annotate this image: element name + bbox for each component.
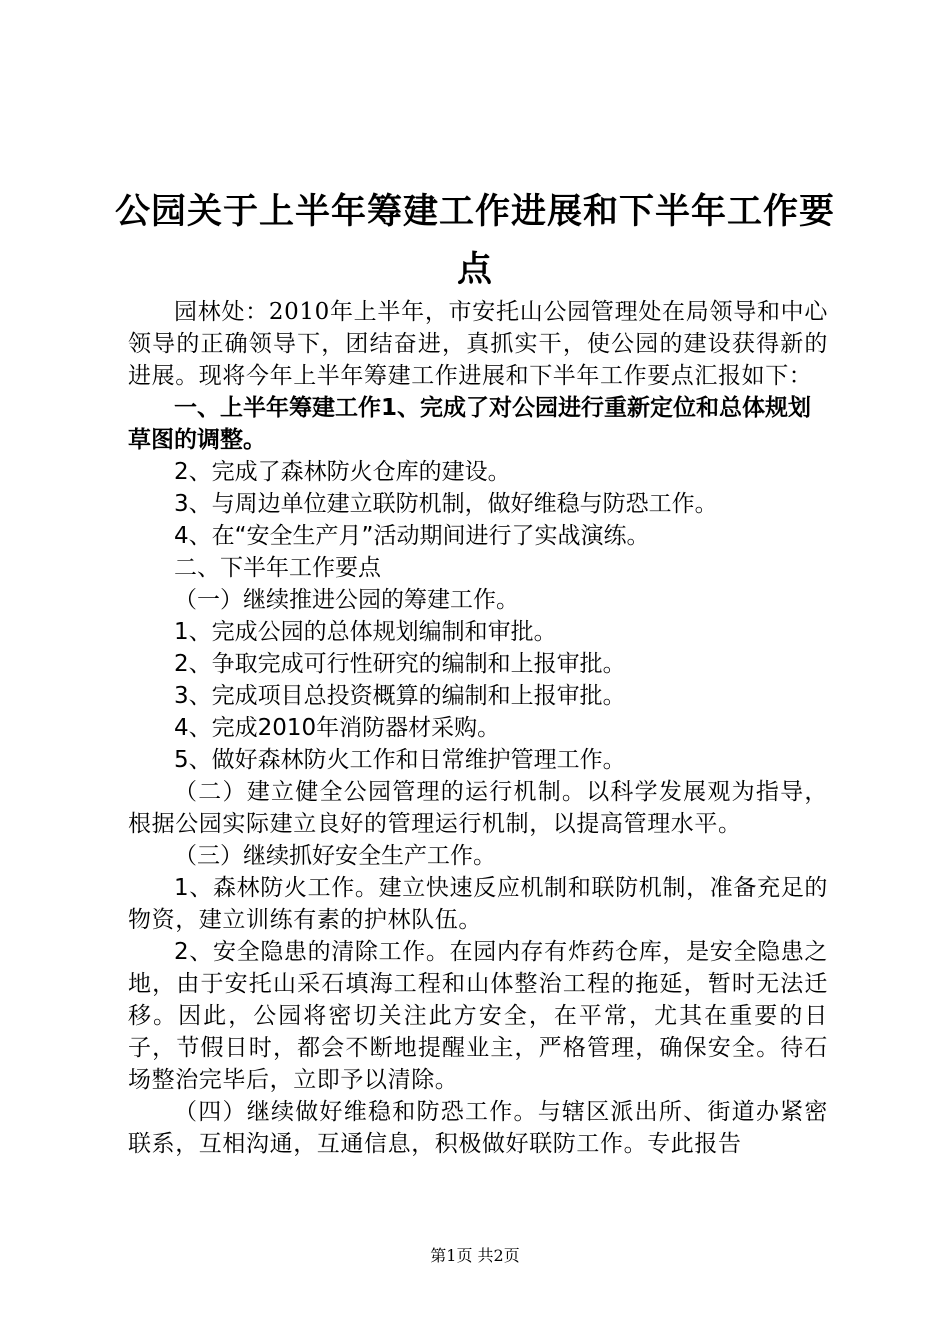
document-title-line-2: 点 (456, 250, 493, 290)
section-2-item-1: 1、完成公园的总体规划编制和审批。 (174, 619, 557, 645)
section-2-item-4: 4、完成2010年消防器材采购。 (174, 715, 501, 741)
subsection-4-body: 与辖区派出所、街道办紧密联系，互相沟通，互通信息，积极做好联防工作。专此报告 (128, 1099, 829, 1157)
subsection-2-heading: （二）建立健全公园管理的运行机制。 (174, 779, 587, 805)
subsection-2-body: 以科学发展观为指导，根据公园实际建立良好的管理运行机制，以提高管理水平。 (128, 779, 829, 837)
subsection-3-item-2 (128, 936, 828, 1096)
subsection-3-item-1-body: 建立快速反应机制和联防机制，准备充足的物资，建立训练有素的护林队伍。 (128, 875, 828, 933)
section-2-item-3: 3、完成项目总投资概算的编制和上报审批。 (174, 683, 626, 709)
section-2-item-5: 5、做好森林防火工作和日常维护管理工作。 (174, 747, 626, 773)
section-2-heading: 二、下半年工作要点 (174, 555, 381, 581)
section-2-subheading-1: （一）继续推进公园的筹建工作。 (174, 587, 519, 613)
document-body (128, 296, 828, 1160)
subsection-3-item-2-body: 在园内存有炸药仓库，是安全隐患之地，由于安托山采石填海工程和山体整治工程的拖延，暂时无法迁移。因此，公园将密切关注此方安全，在平常，尤其在重要的日子，节假日时，都会不断地提醒业主，严格管理，确保安全。待石场整治完毕后，立即予以清除。 (128, 939, 828, 1093)
section-2-subsection-2 (128, 776, 828, 840)
section-1-item-3: 3、与周边单位建立联防机制，做好维稳与防恐工作。 (174, 491, 718, 517)
section-1-heading: 一、上半年筹建工作1、完成了对公园进行重新定位和总体规划草图的调整。 (128, 395, 812, 453)
section-2-subsection-4 (128, 1096, 828, 1160)
document-title-line-1: 公园关于上半年筹建工作进展和下半年工作要 (114, 192, 835, 232)
subsection-4-heading: （四）继续做好维稳和防恐工作。 (174, 1099, 538, 1125)
subsection-3-item-1 (128, 872, 828, 936)
section-1-item-2: 2、完成了森林防火仓库的建设。 (174, 459, 511, 485)
intro-paragraph: 园林处：2010年上半年，市安托山公园管理处在局领导和中心领导的正确领导下，团结奋进，真抓实干，使公园的建设获得新的进展。现将今年上半年筹建工作进展和下半年工作要点汇报如下： (128, 299, 828, 389)
section-2-item-2: 2、争取完成可行性研究的编制和上报审批。 (174, 651, 626, 677)
section-2-subheading-3: （三）继续抓好安全生产工作。 (174, 843, 496, 869)
subsection-3-item-2-heading: 2、安全隐患的清除工作。 (174, 939, 450, 965)
page-footer: 第1页 共2页 (430, 1246, 520, 1265)
section-1-item-4: 4、在“安全生产月”活动期间进行了实战演练。 (174, 523, 650, 549)
subsection-3-item-1-heading: 1、森林防火工作。 (174, 875, 379, 901)
